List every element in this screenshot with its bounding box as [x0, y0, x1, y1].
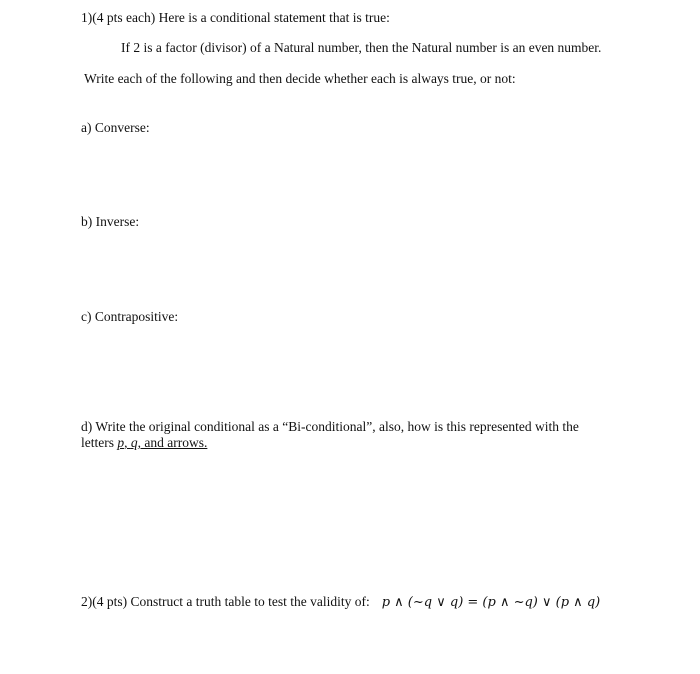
validity-formula: p ∧ (~q ∨ q) = (p ∧ ~q) ∨ (p ∧ q): [381, 595, 601, 610]
question-1-instruction: Write each of the following and then decide whether each is always true, or not:: [84, 71, 516, 86]
conditional-statement: If 2 is a factor (divisor) of a Natural number, then the Natural number is an even number.: [121, 40, 602, 55]
letter-q: q: [130, 435, 138, 450]
part-d-letters-prefix: letters: [81, 435, 118, 450]
letter-p: p: [117, 435, 125, 450]
letters-suffix: , and arrows.: [137, 435, 208, 450]
part-b-inverse-label: b) Inverse:: [81, 214, 140, 229]
part-c-contrapositive-label: c) Contrapositive:: [81, 309, 179, 324]
question-2: [81, 593, 600, 611]
part-d-prompt-line-1: d) Write the original conditional as a “Bi-conditional”, also, how is this represented with the: [81, 419, 579, 434]
part-d-prompt-line-2: [81, 434, 207, 451]
part-d-letters-underlined: [117, 435, 207, 450]
letter-separator: ,: [124, 435, 131, 450]
question-2-text: 2)(4 pts) Construct a truth table to test the validity of:: [81, 594, 370, 609]
part-a-converse-label: a) Converse:: [81, 120, 150, 135]
question-1-heading: 1)(4 pts each) Here is a conditional statement that is true:: [81, 10, 390, 25]
